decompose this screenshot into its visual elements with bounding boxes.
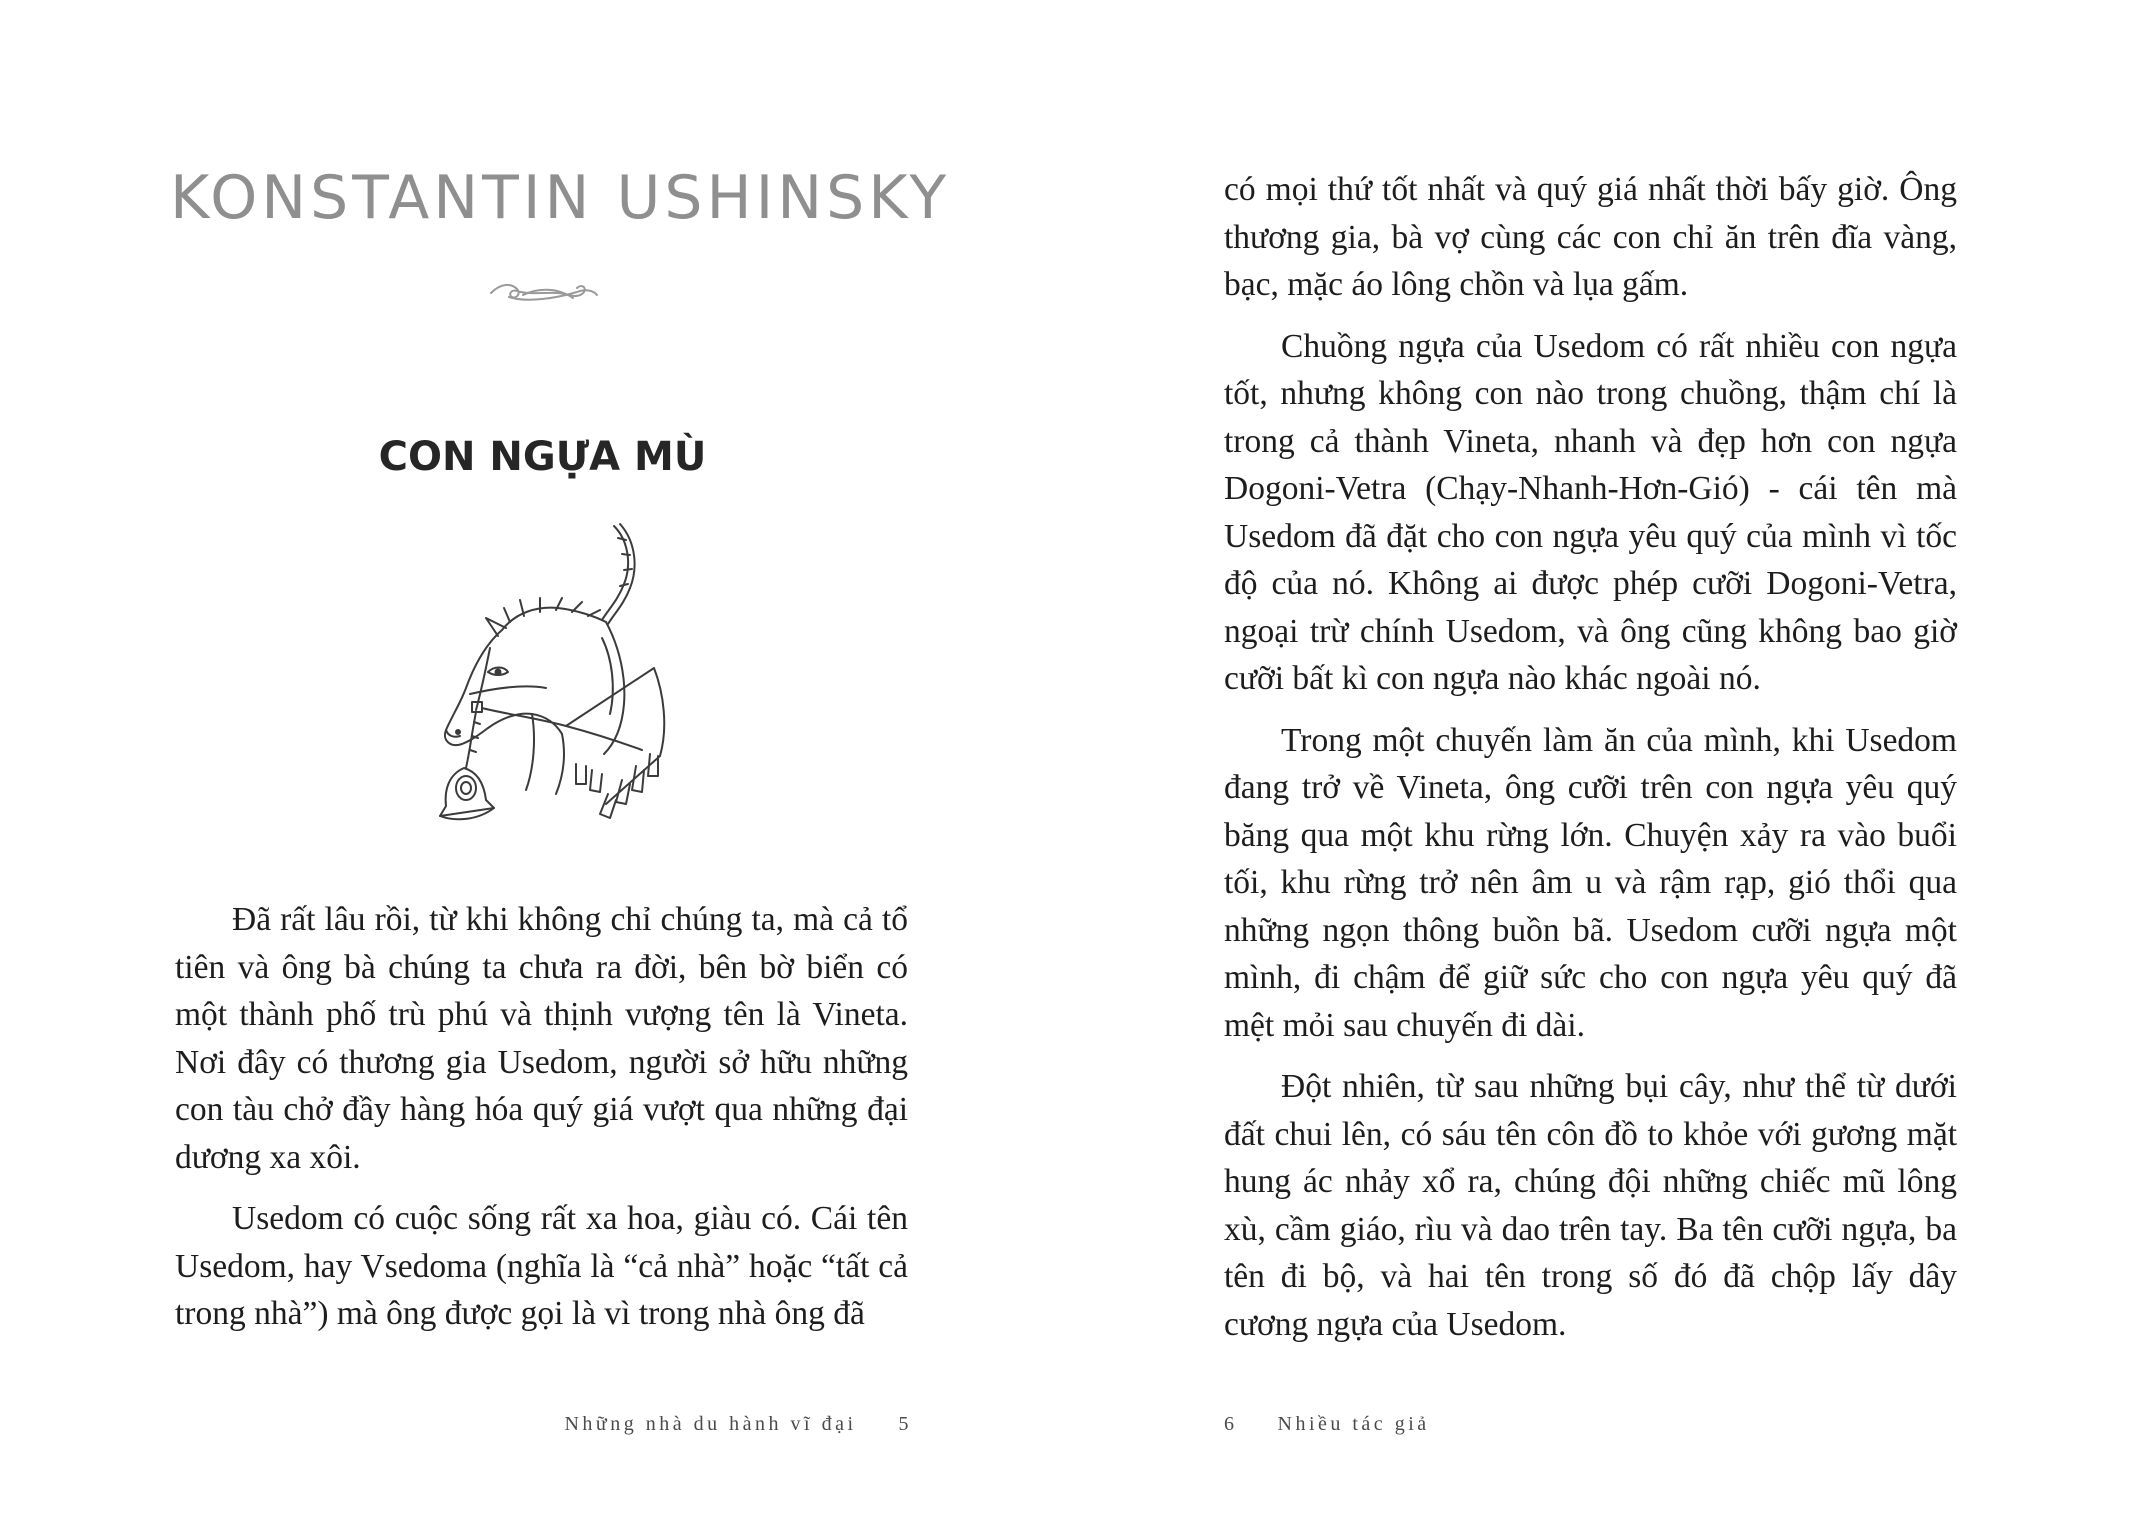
running-title: Những nhà du hành vĩ đại	[564, 1413, 857, 1435]
author-name: KONSTANTIN USHINSKY	[170, 163, 951, 233]
flourish-divider-icon	[487, 276, 599, 310]
paragraph: Trong một chuyến làm ăn của mình, khi Usedom đang trở về Vineta, ông cưỡi trên con ngựa yêu quý băng qua một khu rừng lớn. Chuyện xảy ra vào buổi tối, khu rừng trở nên âm u và rậm rạp, gió thổi qua những ngọn thông buồn bã. Usedom cưỡi ngựa một mình, đi chậm để giữ sức cho con ngựa yêu quý đã mệt mỏi sau chuyến đi dài.	[1224, 721, 1957, 1044]
left-body-text	[175, 896, 908, 1352]
page-number: 5	[898, 1413, 912, 1435]
paragraph: Đột nhiên, từ sau những bụi cây, như thể từ dưới đất chui lên, có sáu tên côn đồ to khỏe với gương mặt hung ác nhảy xổ ra, chúng đội những chiếc mũ lông xù, cầm giáo, rìu và dao trên tay. Ba tên cưỡi ngựa, ba tên đi bộ, và hai tên trong số đó đã chộp lấy dây cương ngựa của Usedom.	[1224, 1068, 1957, 1343]
right-footer	[1224, 1414, 1430, 1434]
running-title: Nhiều tác giả	[1277, 1413, 1430, 1435]
page-number: 6	[1224, 1413, 1238, 1435]
right-body-text	[1224, 166, 1957, 1362]
left-footer	[564, 1414, 912, 1434]
paragraph: có mọi thứ tốt nhất và quý giá nhất thời bấy giờ. Ông thương gia, bà vợ cùng các con chỉ ăn trên đĩa vàng, bạc, mặc áo lông chồn và lụa gấm.	[1224, 171, 1957, 303]
paragraph: Đã rất lâu rồi, từ khi không chỉ chúng ta, mà cả tổ tiên và ông bà chúng ta chưa ra đời, bên bờ biển có một thành phố trù phú và thịnh vượng tên là Vineta. Nơi đây có thương gia Usedom, người sở hữu những con tàu chở đầy hàng hóa quý giá vượt qua những đại dương xa xôi.	[175, 901, 908, 1176]
paragraph: Chuồng ngựa của Usedom có rất nhiều con ngựa tốt, nhưng không con nào trong chuồng, thậm chí là trong cả thành Vineta, nhanh và đẹp hơn con ngựa Dogoni-Vetra (Chạy-Nhanh-Hơn-Gió) - cái tên mà Usedom đã đặt cho con ngựa yêu quý của mình vì tốc độ của nó. Không ai được phép cưỡi Dogoni-Vetra, ngoại trừ chính Usedom, và ông cũng không bao giờ cưỡi bất kì con ngựa nào khác ngoài nó.	[1224, 327, 1957, 697]
left-page	[0, 0, 1069, 1528]
horse-head-with-bell-icon	[406, 518, 678, 828]
paragraph: Usedom có cuộc sống rất xa hoa, giàu có. Cái tên Usedom, hay Vsedoma (nghĩa là “cả nhà” hoặc “tất cả trong nhà”) mà ông được gọi là vì trong nhà ông đã	[175, 1200, 908, 1332]
story-title: CON NGỰA MÙ	[378, 434, 707, 480]
right-page	[1069, 0, 2139, 1528]
